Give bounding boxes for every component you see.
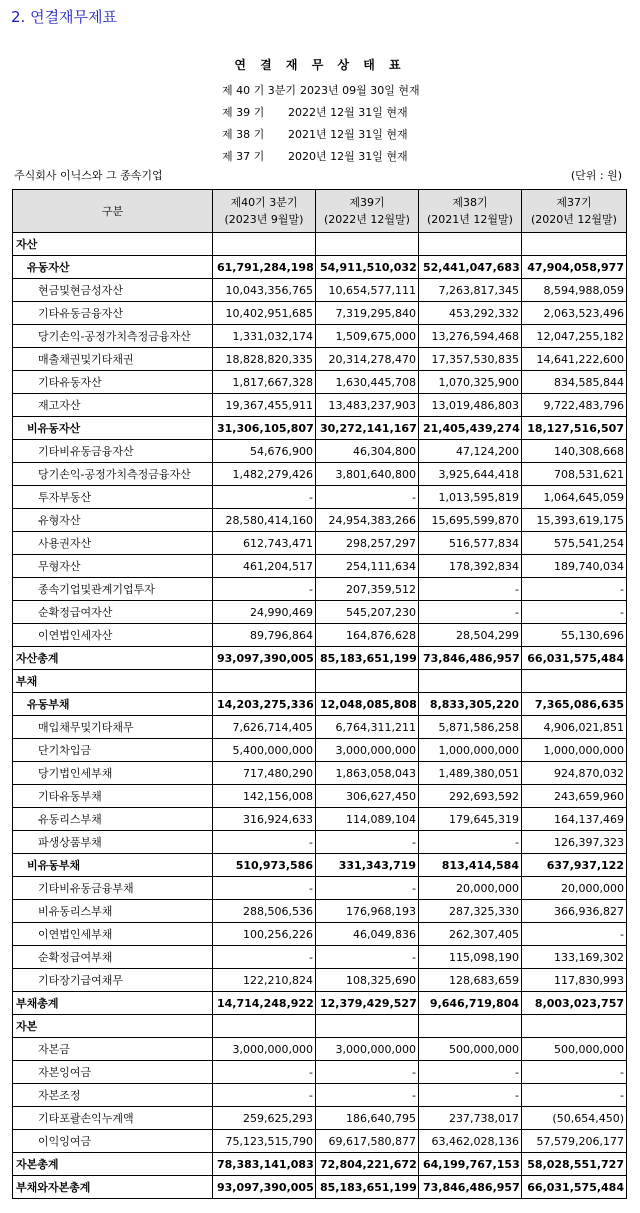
row-label: 이연법인세부채 [13,923,213,946]
value-cell: 140,308,668 [522,440,627,463]
table-row [13,348,627,371]
row-label: 무형자산 [13,555,213,578]
table-row [13,1153,627,1176]
table-row [13,509,627,532]
table-row [13,969,627,992]
row-label: 순확정급여부채 [13,946,213,969]
value-cell: 834,585,844 [522,371,627,394]
table-row [13,394,627,417]
value-cell: 47,904,058,977 [522,256,627,279]
table-row [13,946,627,969]
table-row [13,601,627,624]
value-cell: 1,482,279,426 [213,463,316,486]
value-cell: 31,306,105,807 [213,417,316,440]
value-cell: 331,343,719 [316,854,419,877]
table-row [13,1130,627,1153]
value-cell: 453,292,332 [419,302,522,325]
value-cell: 72,804,221,672 [316,1153,419,1176]
value-cell: 10,402,951,685 [213,302,316,325]
value-cell: 1,070,325,900 [419,371,522,394]
table-row [13,1038,627,1061]
column-header: 제37기 (2020년 12월말) [522,190,627,233]
value-cell: 46,304,800 [316,440,419,463]
value-cell: 126,397,323 [522,831,627,854]
value-cell: - [522,923,627,946]
value-cell [419,1015,522,1038]
value-cell: 316,924,633 [213,808,316,831]
row-label: 기타유동금융자산 [13,302,213,325]
table-row [13,647,627,670]
table-row [13,1107,627,1130]
value-cell: 66,031,575,484 [522,647,627,670]
table-row [13,739,627,762]
value-cell [522,233,627,256]
row-label: 기타유동자산 [13,371,213,394]
value-cell [316,1015,419,1038]
table-row [13,1176,627,1199]
table-row [13,233,627,256]
value-cell: 54,676,900 [213,440,316,463]
row-label: 기타장기급여채무 [13,969,213,992]
value-cell: (50,654,450) [522,1107,627,1130]
value-cell: 717,480,290 [213,762,316,785]
table-row [13,371,627,394]
row-label: 매출채권및기타채권 [13,348,213,371]
value-cell: - [419,601,522,624]
row-label: 파생상품부채 [13,831,213,854]
value-cell: 5,400,000,000 [213,739,316,762]
value-cell: 1,013,595,819 [419,486,522,509]
value-cell: 8,833,305,220 [419,693,522,716]
value-cell: 292,693,592 [419,785,522,808]
value-cell: - [316,946,419,969]
value-cell: 20,314,278,470 [316,348,419,371]
value-cell [316,233,419,256]
row-label: 자본조정 [13,1084,213,1107]
table-body [13,233,627,1199]
value-cell: 12,379,429,527 [316,992,419,1015]
value-cell: 366,936,827 [522,900,627,923]
table-row [13,302,627,325]
value-cell: 85,183,651,199 [316,1176,419,1199]
value-cell: 259,625,293 [213,1107,316,1130]
unit-label: (단위 : 원) [570,169,622,182]
value-cell: 85,183,651,199 [316,647,419,670]
table-row [13,762,627,785]
value-cell: 516,577,834 [419,532,522,555]
row-label: 기타포괄손익누계액 [13,1107,213,1130]
value-cell: 55,130,696 [522,624,627,647]
table-row [13,923,627,946]
value-cell: 189,740,034 [522,555,627,578]
table-row [13,831,627,854]
value-cell: 73,846,486,957 [419,1176,522,1199]
row-label: 비유동부채 [13,854,213,877]
table-row [13,877,627,900]
table-row [13,992,627,1015]
value-cell: 7,626,714,405 [213,716,316,739]
value-cell: 1,000,000,000 [419,739,522,762]
table-row [13,555,627,578]
value-cell: 575,541,254 [522,532,627,555]
value-cell: 306,627,450 [316,785,419,808]
period-term: 제 39 기 [222,106,265,119]
value-cell: 164,137,469 [522,808,627,831]
table-row [13,440,627,463]
table-row [13,417,627,440]
table-row [13,325,627,348]
value-cell: 63,462,028,136 [419,1130,522,1153]
value-cell: 10,043,356,765 [213,279,316,302]
value-cell: 1,331,032,174 [213,325,316,348]
value-cell: 14,203,275,336 [213,693,316,716]
row-label: 부채 [13,670,213,693]
value-cell [522,1015,627,1038]
value-cell: - [213,946,316,969]
value-cell: 15,393,619,175 [522,509,627,532]
value-cell: 128,683,659 [419,969,522,992]
row-label: 자본총계 [13,1153,213,1176]
value-cell: 1,863,058,043 [316,762,419,785]
table-row [13,279,627,302]
value-cell: - [316,486,419,509]
company-name: 주식회사 이닉스와 그 종속기업 [14,169,163,182]
period-term: 제 38 기 [222,128,265,141]
document-title: 연 결 재 무 상 태 표 [234,58,406,72]
row-label: 현금및현금성자산 [13,279,213,302]
value-cell [522,670,627,693]
value-cell: 69,617,580,877 [316,1130,419,1153]
row-label: 자산 [13,233,213,256]
value-cell: 3,925,644,418 [419,463,522,486]
value-cell: 7,365,086,635 [522,693,627,716]
table-row [13,1084,627,1107]
row-label: 유형자산 [13,509,213,532]
table-row [13,716,627,739]
value-cell: 13,483,237,903 [316,394,419,417]
table-row [13,1061,627,1084]
value-cell: 9,646,719,804 [419,992,522,1015]
value-cell: 9,722,483,796 [522,394,627,417]
value-cell: 133,169,302 [522,946,627,969]
value-cell: 13,019,486,803 [419,394,522,417]
value-cell: 1,509,675,000 [316,325,419,348]
value-cell: 30,272,141,167 [316,417,419,440]
table-row [13,532,627,555]
value-cell: 89,796,864 [213,624,316,647]
value-cell [419,233,522,256]
value-cell: - [213,578,316,601]
value-cell: 7,263,817,345 [419,279,522,302]
period-date: 2021년 12월 31일 현재 [288,128,408,141]
value-cell: 1,630,445,708 [316,371,419,394]
value-cell: 1,000,000,000 [522,739,627,762]
section-title: 2. 연결재무제표 [11,8,118,26]
value-cell: 14,641,222,600 [522,348,627,371]
row-label: 사용권자산 [13,532,213,555]
value-cell: 24,954,383,266 [316,509,419,532]
value-cell: 47,124,200 [419,440,522,463]
value-cell: 4,906,021,851 [522,716,627,739]
table-row [13,486,627,509]
value-cell: 46,049,836 [316,923,419,946]
row-label: 유동부채 [13,693,213,716]
row-label: 단기차입금 [13,739,213,762]
value-cell: 114,089,104 [316,808,419,831]
value-cell: 298,257,297 [316,532,419,555]
row-label: 자산총계 [13,647,213,670]
value-cell: 186,640,795 [316,1107,419,1130]
period-term: 제 40 기 3분기 [222,84,296,97]
value-cell: 14,714,248,922 [213,992,316,1015]
table-row [13,1015,627,1038]
value-cell: 510,973,586 [213,854,316,877]
value-cell: 78,383,141,083 [213,1153,316,1176]
table-row [13,854,627,877]
label-column-header: 구분 [13,190,213,233]
value-cell: 3,801,640,800 [316,463,419,486]
table-header-row [13,190,627,233]
value-cell: 178,392,834 [419,555,522,578]
value-cell: 179,645,319 [419,808,522,831]
value-cell: - [213,1084,316,1107]
row-label: 이연법인세자산 [13,624,213,647]
period-line [222,148,408,164]
value-cell: - [213,831,316,854]
value-cell: - [316,1061,419,1084]
value-cell: 708,531,621 [522,463,627,486]
row-label: 자본금 [13,1038,213,1061]
value-cell: - [316,1084,419,1107]
row-label: 당기손익-공정가치측정금융자산 [13,325,213,348]
value-cell: 108,325,690 [316,969,419,992]
value-cell: 1,064,645,059 [522,486,627,509]
value-cell: 58,028,551,727 [522,1153,627,1176]
period-term: 제 37 기 [222,150,265,163]
value-cell: 288,506,536 [213,900,316,923]
value-cell: - [522,1061,627,1084]
period-date: 2022년 12월 31일 현재 [288,106,408,119]
value-cell: 52,441,047,683 [419,256,522,279]
value-cell: 1,489,380,051 [419,762,522,785]
period-date: 2023년 09월 30일 현재 [300,84,420,97]
value-cell: 8,003,023,757 [522,992,627,1015]
value-cell: 100,256,226 [213,923,316,946]
table-row [13,785,627,808]
table-row [13,693,627,716]
value-cell: 3,000,000,000 [316,739,419,762]
value-cell: 75,123,515,790 [213,1130,316,1153]
row-label: 종속기업및관계기업투자 [13,578,213,601]
value-cell [213,233,316,256]
value-cell: 115,098,190 [419,946,522,969]
value-cell: 2,063,523,496 [522,302,627,325]
value-cell: 13,276,594,468 [419,325,522,348]
value-cell: 122,210,824 [213,969,316,992]
column-header: 제40기 3분기 (2023년 9월말) [213,190,316,233]
value-cell [316,670,419,693]
value-cell: 3,000,000,000 [213,1038,316,1061]
value-cell [419,670,522,693]
value-cell: - [522,601,627,624]
value-cell: 93,097,390,005 [213,647,316,670]
value-cell: 12,048,085,808 [316,693,419,716]
table-row [13,624,627,647]
row-label: 유동자산 [13,256,213,279]
value-cell: 54,911,510,032 [316,256,419,279]
value-cell: 237,738,017 [419,1107,522,1130]
value-cell: 12,047,255,182 [522,325,627,348]
value-cell: 18,828,820,335 [213,348,316,371]
row-label: 재고자산 [13,394,213,417]
balance-sheet-table [12,189,627,1199]
row-label: 자본잉여금 [13,1061,213,1084]
value-cell: - [213,486,316,509]
row-label: 당기손익-공정가치측정금융자산 [13,463,213,486]
value-cell: 24,990,469 [213,601,316,624]
value-cell: - [419,1061,522,1084]
row-label: 투자부동산 [13,486,213,509]
row-label: 자본 [13,1015,213,1038]
value-cell: 5,871,586,258 [419,716,522,739]
value-cell: 8,594,988,059 [522,279,627,302]
value-cell: 6,764,311,211 [316,716,419,739]
value-cell: 612,743,471 [213,532,316,555]
value-cell [213,1015,316,1038]
table-row [13,578,627,601]
table-row [13,256,627,279]
value-cell: 28,504,299 [419,624,522,647]
value-cell: - [522,1084,627,1107]
value-cell [213,670,316,693]
value-cell: 19,367,455,911 [213,394,316,417]
value-cell: 20,000,000 [522,877,627,900]
value-cell: 254,111,634 [316,555,419,578]
value-cell: 924,870,032 [522,762,627,785]
value-cell: 61,791,284,198 [213,256,316,279]
value-cell: 545,207,230 [316,601,419,624]
value-cell: 287,325,330 [419,900,522,923]
table-row [13,900,627,923]
row-label: 비유동리스부채 [13,900,213,923]
value-cell: 64,199,767,153 [419,1153,522,1176]
value-cell: 93,097,390,005 [213,1176,316,1199]
value-cell: 262,307,405 [419,923,522,946]
value-cell: 164,876,628 [316,624,419,647]
row-label: 유동리스부채 [13,808,213,831]
value-cell: 1,817,667,328 [213,371,316,394]
value-cell: - [316,877,419,900]
value-cell: 10,654,577,111 [316,279,419,302]
value-cell: - [213,877,316,900]
value-cell: - [522,578,627,601]
value-cell: 176,968,193 [316,900,419,923]
period-date: 2020년 12월 31일 현재 [288,150,408,163]
value-cell: 500,000,000 [522,1038,627,1061]
value-cell: 28,580,414,160 [213,509,316,532]
value-cell: 57,579,206,177 [522,1130,627,1153]
period-line [222,126,408,142]
value-cell: 207,359,512 [316,578,419,601]
row-label: 기타비유동금융자산 [13,440,213,463]
value-cell: 17,357,530,835 [419,348,522,371]
row-label: 비유동자산 [13,417,213,440]
row-label: 당기법인세부채 [13,762,213,785]
value-cell: 20,000,000 [419,877,522,900]
value-cell: - [316,831,419,854]
value-cell: - [419,831,522,854]
value-cell: 637,937,122 [522,854,627,877]
row-label: 매입채무및기타채무 [13,716,213,739]
period-line [222,104,408,120]
value-cell: 461,204,517 [213,555,316,578]
row-label: 이익잉여금 [13,1130,213,1153]
column-header: 제39기 (2022년 12월말) [316,190,419,233]
value-cell: - [419,1084,522,1107]
value-cell: 73,846,486,957 [419,647,522,670]
value-cell: - [213,1061,316,1084]
value-cell: 243,659,960 [522,785,627,808]
value-cell: 66,031,575,484 [522,1176,627,1199]
row-label: 부채총계 [13,992,213,1015]
value-cell: 21,405,439,274 [419,417,522,440]
value-cell: 500,000,000 [419,1038,522,1061]
value-cell: 813,414,584 [419,854,522,877]
value-cell: 3,000,000,000 [316,1038,419,1061]
table-row [13,808,627,831]
value-cell: 15,695,599,870 [419,509,522,532]
value-cell: 117,830,993 [522,969,627,992]
row-label: 순확정급여자산 [13,601,213,624]
row-label: 기타유동부채 [13,785,213,808]
value-cell: 7,319,295,840 [316,302,419,325]
table-row [13,463,627,486]
column-header: 제38기 (2021년 12월말) [419,190,522,233]
value-cell: 18,127,516,507 [522,417,627,440]
value-cell: 142,156,008 [213,785,316,808]
row-label: 부채와자본총계 [13,1176,213,1199]
table-row [13,670,627,693]
row-label: 기타비유동금융부채 [13,877,213,900]
value-cell: - [419,578,522,601]
period-line [222,82,420,98]
